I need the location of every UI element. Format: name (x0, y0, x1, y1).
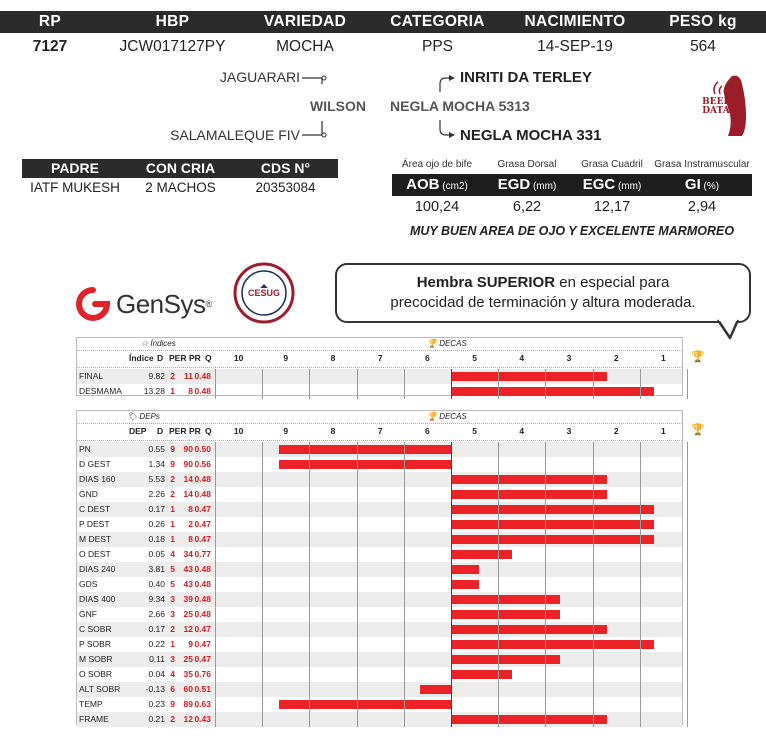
indices-grid-line (357, 369, 358, 399)
beef-data-logo (694, 72, 754, 142)
indices-deca-label: 9 (283, 353, 289, 363)
cds-header: CDS N° (260, 160, 311, 176)
deps-grid-line (687, 442, 688, 727)
indices-row-value: 13.28 (143, 386, 165, 396)
indices-deca-label: 1 (661, 353, 666, 363)
value-peso: 564 (690, 38, 716, 55)
deps-row-value: 0.22 (148, 639, 165, 649)
deps-deca-bar (451, 520, 654, 529)
deps-deca-label: 7 (377, 426, 383, 436)
deps-row-per: 90 (183, 459, 193, 469)
deps-row-name: D GEST (79, 459, 111, 469)
deps-deca-bar (451, 610, 560, 619)
deps-deca-label: 5 (472, 426, 477, 436)
deps-row-name: M SOBR (79, 654, 113, 664)
deps-row-value: 0.21 (148, 714, 165, 724)
registered-mark: ® (205, 299, 213, 309)
deps-row-d: 1 (170, 639, 175, 649)
indices-col-header: D (157, 353, 164, 363)
carcass-note: MUY BUEN AREA DE OJO Y EXCELENTE MARMOREO (409, 224, 735, 238)
indices-row (77, 369, 682, 384)
deps-row-value: 0.17 (148, 504, 165, 514)
carcass-value-egc: 12,17 (593, 199, 631, 215)
header-variedad: VARIEDAD (263, 13, 347, 30)
carcass-value-egd: 6,22 (512, 199, 542, 215)
deps-row-name: O DEST (79, 549, 111, 559)
deps-row-per: 8 (188, 504, 193, 514)
deps-row-value: 0.17 (148, 624, 165, 634)
carcass-title-gi: Grasa Instramuscular (654, 159, 750, 170)
deps-row-per: 60 (183, 684, 193, 694)
deps-row-d: 6 (170, 684, 175, 694)
indices-grid-line (687, 369, 688, 399)
carcass-title-egd: Grasa Dorsal (497, 159, 557, 170)
deps-row-pr: 0.47 (194, 534, 211, 544)
deps-col-header: PER (169, 426, 187, 436)
value-variedad: MOCHA (276, 38, 334, 55)
cesug-text: CESUG (247, 288, 280, 298)
pedigree-sire: WILSON (310, 98, 366, 114)
deps-row-pr: 0.43 (194, 714, 211, 724)
indices-col-header: Q (205, 353, 212, 363)
deps-row (77, 442, 682, 457)
pedigree-dam-dam: NEGLA MOCHA 331 (460, 127, 602, 144)
comment-line2: precocidad de terminación y altura moderada. (390, 294, 696, 311)
deps-deca-bar (279, 700, 451, 709)
deps-grid-line (309, 442, 310, 727)
carcass-header-aob: AOB (cm2) (406, 176, 468, 193)
deps-row-per: 34 (183, 549, 193, 559)
deps-row-per: 8 (188, 534, 193, 544)
value-categoria: PPS (421, 38, 453, 55)
deps-grid-line (451, 442, 452, 727)
deps-row-per: 2 (188, 519, 193, 529)
padre-header: PADRE (51, 160, 99, 176)
cds-value: 20353084 (255, 180, 316, 195)
deps-row-name: DIAS 400 (79, 594, 116, 604)
deps-row (77, 697, 682, 712)
indices-row-d: 2 (170, 371, 175, 381)
deps-row-d: 9 (170, 699, 175, 709)
deps-row-d: 5 (170, 564, 175, 574)
deps-row (77, 562, 682, 577)
deps-row-d: 2 (170, 474, 175, 484)
deps-deca-bar (451, 550, 512, 559)
deps-row-per: 35 (183, 669, 193, 679)
comment-rest: en especial para (555, 274, 670, 291)
deps-row (77, 712, 682, 727)
deps-row (77, 607, 682, 622)
deps-deca-bar (451, 595, 560, 604)
indices-grid-line (215, 369, 216, 399)
deps-row-name: DIAS 240 (79, 564, 116, 574)
deps-row-pr: 0.56 (194, 459, 211, 469)
pedigree-dam-sire: INRITI DA TERLEY (460, 69, 592, 86)
header-peso: PESO kg (669, 13, 737, 30)
indices-deca-bar (451, 372, 607, 381)
deps-row-name: GNF (79, 609, 97, 619)
deps-row-name: O SOBR (79, 669, 113, 679)
deps-deca-bar (451, 625, 607, 634)
deps-row-value: 1.34 (148, 459, 165, 469)
deps-deca-bar (451, 580, 479, 589)
comment-bold: Hembra SUPERIOR (416, 274, 556, 291)
deps-row-pr: 0.47 (194, 639, 211, 649)
padre-value: IATF MUKESH (30, 180, 120, 195)
indices-deca-label: 7 (377, 353, 383, 363)
deps-row-pr: 0.47 (194, 624, 211, 634)
deps-deca-bar (279, 445, 451, 454)
beef-logo-line2: DATA (702, 106, 730, 116)
indices-grid-line (545, 369, 546, 399)
indices-row (77, 384, 682, 399)
deps-row (77, 502, 682, 517)
header-hbp: HBP (155, 13, 190, 30)
deps-row-pr: 0.48 (194, 594, 211, 604)
deps-deca-bar (451, 490, 607, 499)
deps-deca-bar (451, 655, 560, 664)
deps-row-pr: 0.48 (194, 489, 211, 499)
deps-row-value: 3.81 (148, 564, 165, 574)
deps-row-per: 9 (188, 639, 193, 649)
deps-row-name: GND (79, 489, 98, 499)
value-hbp: JCW017127PY (119, 38, 226, 55)
pedigree-sire-dam: SALAMALEQUE FIV (170, 127, 300, 143)
deps-col-header: D (157, 426, 164, 436)
deps-row-name: M DEST (79, 534, 112, 544)
value-nacimiento: 14-SEP-19 (537, 38, 613, 55)
deps-row (77, 472, 682, 487)
indices-row-name: FINAL (79, 371, 104, 381)
beef-logo-line1: BEEF (702, 97, 730, 107)
indices-deca-label: 3 (566, 353, 572, 363)
padre-table (22, 159, 338, 198)
deps-grid-line (404, 442, 405, 727)
cesug-seal (233, 262, 295, 324)
carcass-table (392, 156, 752, 218)
deps-row-per: 39 (183, 594, 193, 604)
deps-row (77, 592, 682, 607)
deps-deca-label: 4 (519, 426, 525, 436)
deps-row (77, 457, 682, 472)
deps-row-pr: 0.48 (194, 579, 211, 589)
deps-grid (76, 410, 705, 725)
indices-row-pr: 0.48 (194, 386, 211, 396)
deps-row (77, 547, 682, 562)
deps-deca-bar (451, 640, 654, 649)
deps-grid-line (498, 442, 499, 727)
indices-deca-label: 2 (613, 353, 619, 363)
deps-row-name: DIAS 160 (79, 474, 116, 484)
indices-grid-line (640, 369, 641, 399)
deps-deca-bar (451, 475, 607, 484)
header-rp: RP (38, 13, 62, 30)
deps-grid-line (545, 442, 546, 727)
deps-row-per: 43 (183, 579, 193, 589)
indices-grid (76, 337, 705, 396)
deps-row-d: 1 (170, 534, 175, 544)
deps-grid-line (357, 442, 358, 727)
deps-row-value: 0.55 (148, 444, 165, 454)
deps-row-name: P DEST (79, 519, 110, 529)
deps-title: 🏷 DEPs (127, 412, 160, 421)
pedigree-connectors (0, 0, 766, 160)
deps-row-pr: 0.47 (194, 519, 211, 529)
con-cria-header: CON CRIA (145, 160, 216, 176)
deps-deca-label: 9 (283, 426, 289, 436)
deps-row-value: 2.26 (148, 489, 165, 499)
indices-grid-line (309, 369, 310, 399)
indices-col-header: PER (169, 353, 187, 363)
carcass-header-egd: EGD (mm) (497, 176, 557, 193)
deps-row (77, 682, 682, 697)
deps-deca-bar (451, 715, 607, 724)
deps-row-per: 14 (183, 474, 193, 484)
indices-col-header: PR (189, 353, 201, 363)
deps-grid-line (262, 442, 263, 727)
deps-row-value: 0.04 (148, 669, 165, 679)
deps-deca-label: 3 (566, 426, 572, 436)
deps-row-d: 4 (170, 549, 175, 559)
deps-row-pr: 0.50 (194, 444, 211, 454)
deps-row (77, 577, 682, 592)
deps-deca-bar (279, 460, 451, 469)
indices-title: ☆ Índices (141, 339, 176, 348)
deps-row-d: 2 (170, 624, 175, 634)
deps-row-pr: 0.63 (194, 699, 211, 709)
deps-grid-line (640, 442, 641, 727)
carcass-title-aob: Área ojo de bife (401, 159, 473, 170)
con-cria-value: 2 MACHOS (145, 180, 216, 195)
deps-row-d: 4 (170, 669, 175, 679)
deps-row-d: 9 (170, 459, 175, 469)
deps-deca-label: 2 (613, 426, 619, 436)
pedigree-dam: NEGLA MOCHA 5313 (390, 98, 530, 114)
deps-row-value: -0.13 (145, 684, 165, 694)
deps-row (77, 637, 682, 652)
gensys-icon (76, 287, 110, 321)
indices-grid-line (451, 369, 452, 399)
carcass-value-gi: 2,94 (687, 199, 717, 215)
deps-row-value: 0.26 (148, 519, 165, 529)
deps-deca-bar (420, 685, 451, 694)
deps-col-header: Q (205, 426, 212, 436)
gensys-name: GenSys (116, 288, 206, 319)
deps-row (77, 652, 682, 667)
deps-row-d: 1 (170, 504, 175, 514)
indices-row-per: 8 (188, 386, 193, 396)
bubble-tail (716, 318, 756, 340)
deps-deca-label: 10 (233, 426, 244, 436)
header-nacimiento: NACIMIENTO (524, 13, 626, 30)
deps-row-d: 9 (170, 444, 175, 454)
value-rp: 7127 (32, 38, 68, 55)
deps-row-value: 0.40 (148, 579, 165, 589)
deps-row-pr: 0.76 (194, 669, 211, 679)
deps-row-d: 2 (170, 714, 175, 724)
deps-row-pr: 0.48 (194, 564, 211, 574)
deps-row-value: 0.11 (149, 654, 165, 664)
deps-row-pr: 0.47 (194, 504, 211, 514)
deps-row-name: FRAME (79, 714, 109, 724)
indices-col-header: Índice (129, 353, 154, 363)
deps-row (77, 622, 682, 637)
comment-bubble (335, 263, 751, 323)
deps-row-d: 2 (170, 489, 175, 499)
header-categoria: CATEGORIA (390, 13, 485, 30)
carcass-title-egc: Grasa Cuadril (581, 159, 643, 170)
deps-grid-line (593, 442, 594, 727)
deps-row-pr: 0.51 (194, 684, 211, 694)
deps-row-value: 9.34 (148, 594, 165, 604)
carcass-header-gi: GI (%) (684, 176, 720, 193)
deps-row (77, 667, 682, 682)
deps-deca-label: 6 (425, 426, 430, 436)
deps-row-value: 0.18 (148, 534, 165, 544)
deps-row-pr: 0.77 (194, 549, 211, 559)
deps-row-pr: 0.47 (194, 654, 211, 664)
indices-deca-label: 5 (472, 353, 477, 363)
deps-deca-bar (451, 565, 479, 574)
indices-deca-bar (451, 387, 654, 396)
deps-row-per: 43 (183, 564, 193, 574)
deps-row-per: 12 (183, 714, 193, 724)
deps-row-value: 0.23 (148, 699, 165, 709)
indices-deca-label: 6 (425, 353, 430, 363)
deps-deca-label: 1 (661, 426, 666, 436)
indices-deca-label: 10 (233, 353, 244, 363)
carcass-header-egc: EGC (mm) (582, 176, 642, 193)
deps-deca-bar (451, 505, 654, 514)
deps-row-d: 3 (170, 654, 175, 664)
pedigree-sire-sire: JAGUARARI (219, 69, 300, 85)
deps-row-per: 12 (183, 624, 193, 634)
deps-grid-line (215, 442, 216, 727)
deps-row-d: 5 (170, 579, 175, 589)
trophy-icon: 🏆 (691, 424, 705, 436)
indices-grid-line (262, 369, 263, 399)
deps-row-pr: 0.48 (194, 609, 211, 619)
indices-grid-line (498, 369, 499, 399)
deps-row-d: 3 (170, 609, 175, 619)
deps-row-d: 3 (170, 594, 175, 604)
deps-col-header: PR (189, 426, 201, 436)
deps-row-value: 0.05 (148, 549, 165, 559)
deps-row-pr: 0.48 (194, 474, 211, 484)
trophy-icon: 🏆 (691, 351, 705, 363)
deps-col-header: DEP (129, 426, 147, 436)
indices-row-pr: 0.48 (194, 371, 211, 381)
deps-row-name: P SOBR (79, 639, 111, 649)
indices-grid-line (404, 369, 405, 399)
deps-row-per: 90 (183, 444, 193, 454)
deps-row-per: 14 (183, 489, 193, 499)
indices-deca-label: 4 (519, 353, 525, 363)
deps-row-name: PN (79, 444, 91, 454)
indices-row-per: 11 (184, 371, 193, 381)
deps-row-name: C SOBR (79, 624, 112, 634)
deps-row-name: C DEST (79, 504, 111, 514)
indices-row-name: DESMAMA (79, 386, 122, 396)
deps-row-per: 89 (183, 699, 193, 709)
deps-deca-bar (451, 535, 654, 544)
indices-grid-line (593, 369, 594, 399)
indices-row-value: 9.82 (148, 371, 165, 381)
deps-row (77, 517, 682, 532)
carcass-value-aob: 100,24 (414, 199, 460, 215)
deps-row-name: TEMP (79, 699, 103, 709)
deps-row (77, 487, 682, 502)
deps-row-per: 25 (183, 609, 193, 619)
indices-row-d: 1 (170, 386, 175, 396)
deps-row-per: 25 (183, 654, 193, 664)
gensys-logo (76, 284, 212, 324)
deps-row-name: GDS (79, 579, 98, 589)
deps-row-value: 5.53 (148, 474, 165, 484)
indices-decas-title: 🏆 DECAS (427, 339, 467, 348)
deps-row-name: ALT SOBR (79, 684, 121, 694)
deps-deca-label: 8 (330, 426, 336, 436)
indices-deca-label: 8 (330, 353, 336, 363)
deps-deca-bar (451, 670, 512, 679)
deps-row-value: 2.66 (148, 609, 165, 619)
deps-row-d: 1 (170, 519, 175, 529)
deps-row (77, 532, 682, 547)
deps-decas-title: 🏆 DECAS (427, 412, 467, 421)
